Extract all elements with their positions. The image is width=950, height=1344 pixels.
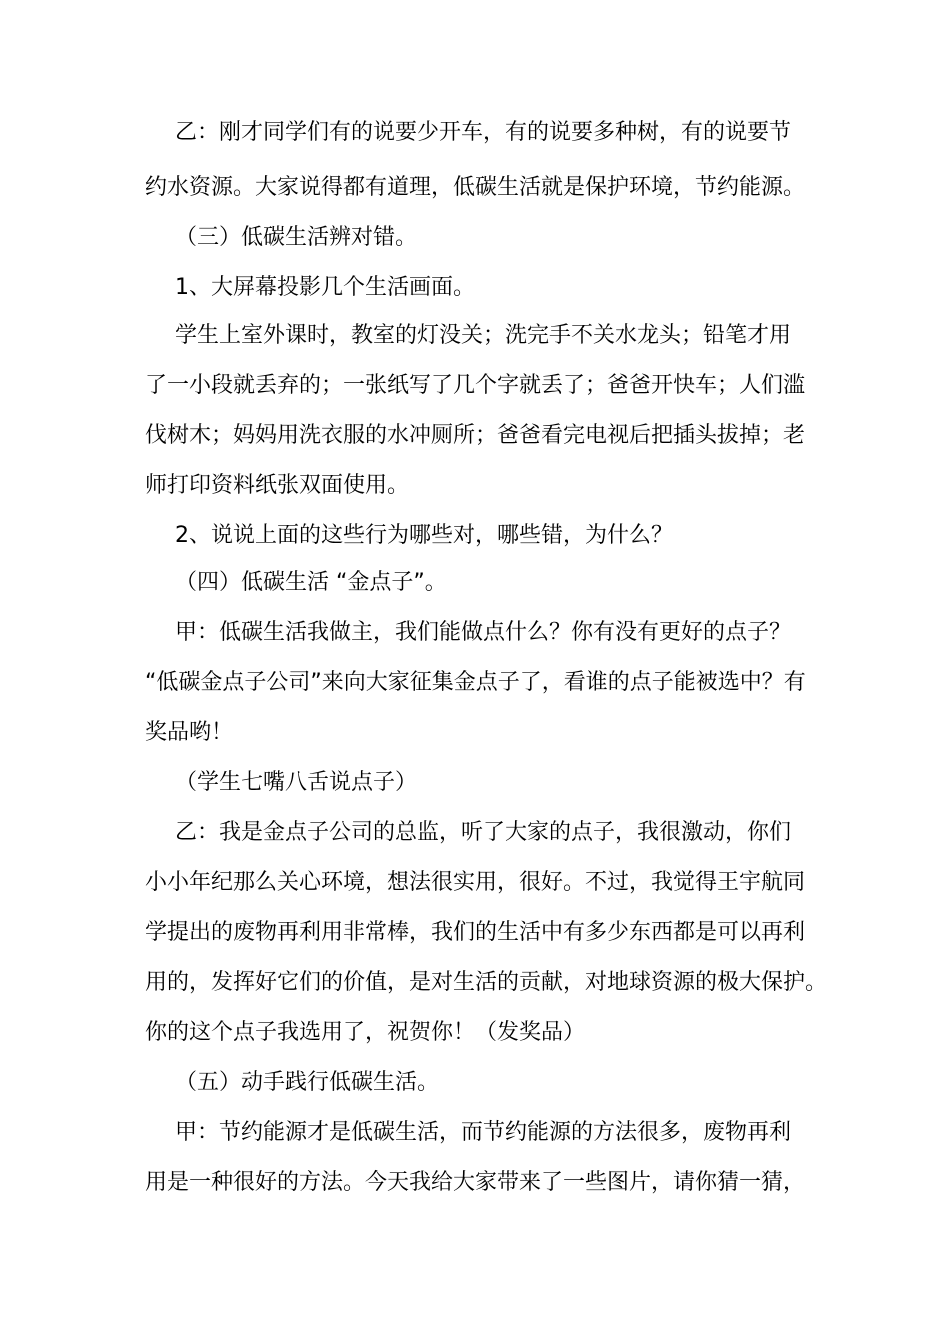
list-item: 2、说说上面的这些行为哪些对，哪些错，为什么？ [175,523,673,548]
section-heading: （三）低碳生活辨对错。 [175,225,418,250]
text-line: 用的，发挥好它们的价值，是对生活的贡献，对地球资源的极大保护。 [145,970,828,995]
text-line: 伐树木；妈妈用洗衣服的水冲厕所；爸爸看完电视后把插头拔掉；老 [145,423,806,448]
text-line: 小小年纪那么关心环境，想法很实用，很好。不过，我觉得王宇航同 [145,870,806,895]
text-line: 师打印资料纸张双面使用。 [145,473,410,498]
section-heading: （五）动手践行低碳生活。 [175,1070,440,1095]
text-line: 乙：我是金点子公司的总监，听了大家的点子，我很激动，你们 [175,820,792,845]
text-line: 学生上室外课时，教室的灯没关；洗完手不关水龙头；铅笔才用 [175,323,792,348]
text-line: 学提出的废物再利用非常棒，我们的生活中有多少东西都是可以再利 [145,920,806,945]
text-line: 甲：低碳生活我做主，我们能做点什么？你有没有更好的点子？ [175,620,792,645]
text-line: 奖品哟！ [145,720,234,745]
text-line: “低碳金点子公司”来向大家征集金点子了，看谁的点子能被选中？有 [145,670,806,695]
list-item: 1、大屏幕投影几个生活画面。 [175,275,475,300]
text-line: 用是一种很好的方法。今天我给大家带来了一些图片，请你猜一猜， [145,1170,806,1195]
text-line: （学生七嘴八舌说点子） [175,770,418,795]
text-line: 约水资源。大家说得都有道理，低碳生活就是保护环境，节约能源。 [145,175,806,200]
text-line: 乙：刚才同学们有的说要少开车，有的说要多种树，有的说要节 [175,120,792,145]
section-heading: （四）低碳生活 “金点子”。 [175,570,447,595]
text-line: 了一小段就丢弃的；一张纸写了几个字就丢了；爸爸开快车；人们滥 [145,373,806,398]
text-line: 你的这个点子我选用了，祝贺你！（发奖品） [145,1020,586,1045]
text-line: 甲：节约能源才是低碳生活，而节约能源的方法很多，废物再利 [175,1120,792,1145]
